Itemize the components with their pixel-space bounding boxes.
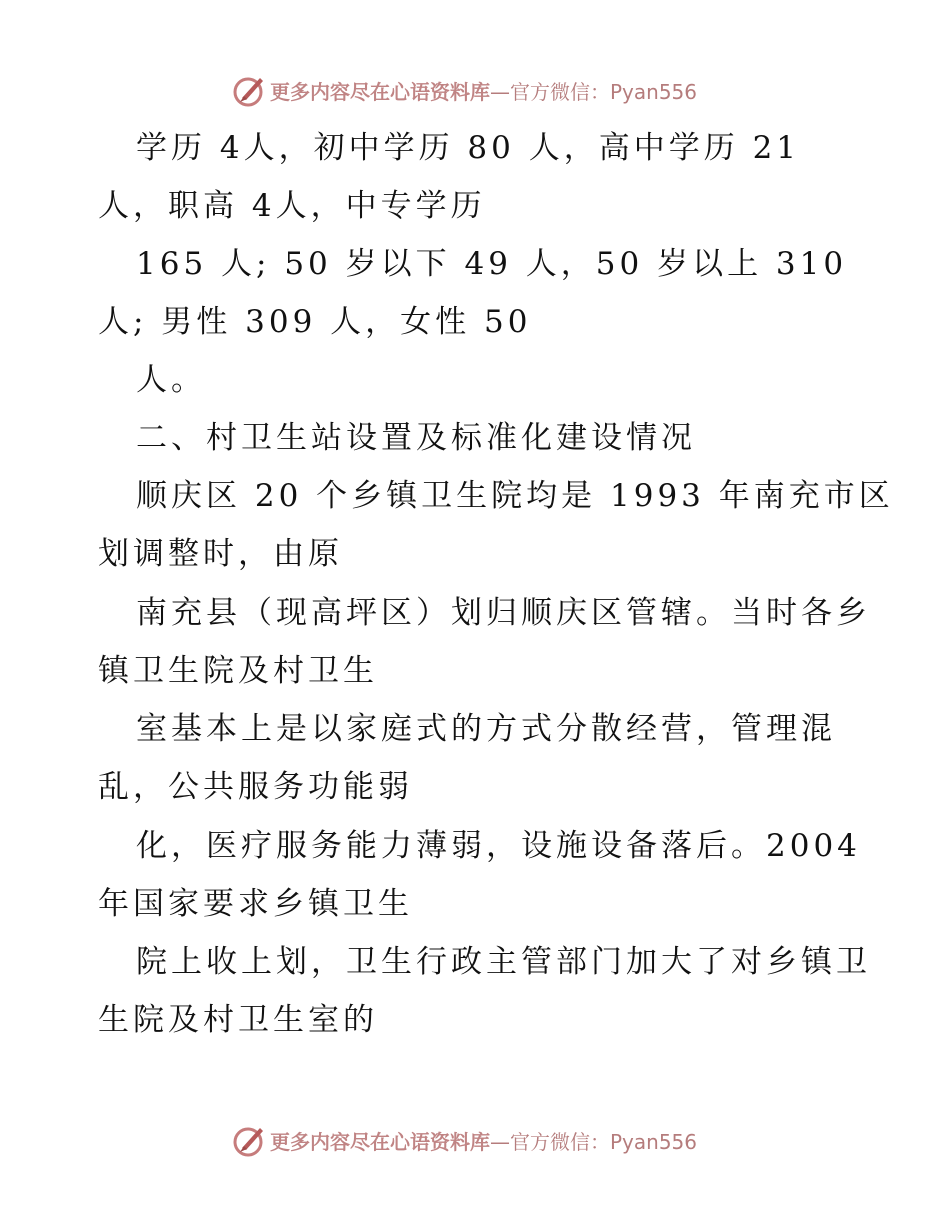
quill-logo-icon — [232, 72, 268, 108]
header-watermark — [232, 70, 697, 110]
text-line: 乱，公共服务功能弱 — [98, 769, 413, 805]
text-line: 南充县（现高坪区）划归顺庆区管辖。当时各乡 — [136, 595, 871, 631]
text-line: 人，职高 4人，中专学历 — [98, 188, 486, 224]
text-line: 学历 4人，初中学历 80 人，高中学历 21 — [136, 130, 801, 166]
text-line: 化，医疗服务能力薄弱，设施设备落后。2004 — [136, 828, 861, 864]
text-line: 人。 — [136, 362, 206, 398]
text-line: 室基本上是以家庭式的方式分散经营，管理混 — [136, 711, 836, 747]
text-line: 划调整时，由原 — [98, 536, 343, 572]
footer-watermark — [232, 1120, 697, 1160]
text-line: 人; 男性 309 人，女性 50 — [98, 304, 532, 340]
quill-logo-icon — [232, 1122, 268, 1158]
text-line: 顺庆区 20 个乡镇卫生院均是 1993 年南充市区 — [136, 478, 894, 514]
section-heading: 二、村卫生站设置及标准化建设情况 — [136, 420, 696, 456]
text-line: 165 人; 50 岁以下 49 人，50 岁以上 310 — [136, 246, 848, 282]
watermark-text: 更多内容尽在心语资料库—官方微信：Pyan556 — [270, 79, 698, 104]
watermark-text: 更多内容尽在心语资料库—官方微信：Pyan556 — [270, 1129, 698, 1154]
text-line: 镇卫生院及村卫生 — [98, 653, 378, 689]
text-line: 生院及村卫生室的 — [98, 1002, 378, 1038]
text-line: 院上收上划，卫生行政主管部门加大了对乡镇卫 — [136, 944, 871, 980]
text-line: 年国家要求乡镇卫生 — [98, 886, 413, 922]
